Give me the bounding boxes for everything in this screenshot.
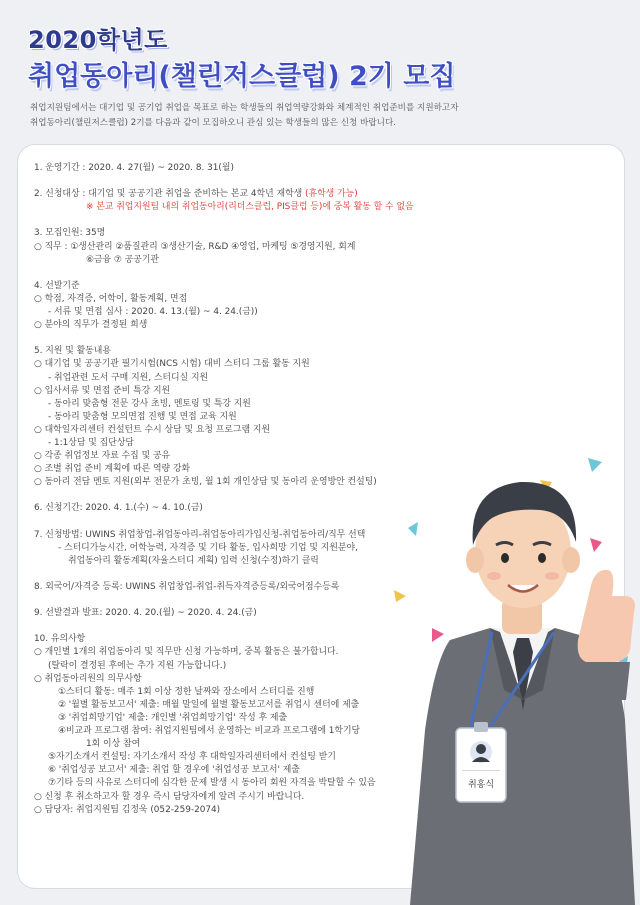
- apply-method-item: 취업동아리 활동계획(자율스터디 계획) 입력 신청(수정)하기 클릭: [68, 555, 319, 566]
- support-item: - 동아리 맞춤형 모의면접 진행 및 면접 교육 지원: [48, 411, 237, 422]
- notes-duty: ⑥ '취업성공 보고서' 제출: 취업 할 경우에 '취업성공 보고서' 제출: [48, 765, 300, 776]
- apply-period-line: 6. 신청기간: 2020. 4. 1.(수) ~ 4. 10.(금): [34, 503, 203, 514]
- confetti-icon: [588, 458, 602, 472]
- notes-duty: ①스터디 활동: 매주 1회 이상 정한 날짜와 장소에서 스터디를 진행: [58, 686, 315, 697]
- criteria-heading: 4. 선발기준: [34, 280, 80, 291]
- confetti-icon: [394, 590, 406, 602]
- eligibility-text: 2. 신청대상 : 대기업 및 공공기관 취업을 준비하는 본교 4학년 재학생: [34, 189, 306, 200]
- support-item: ○ 입사서류 및 면접 준비 특강 지원: [34, 385, 171, 396]
- eligibility-note: ※ 본교 취업지원팀 내의 취업동아리(리더스클럽, PIS클럽 등)에 중복 활동 할 수 없음: [86, 202, 414, 213]
- badge-name: 취홍식: [467, 780, 495, 790]
- apply-method-item: - 스터디가능시간, 어학능력, 자격증 및 기타 활동, 입사희망 기업 및 지원분야,: [58, 542, 358, 553]
- support-item: ○ 대기업 및 공공기관 필기시험(NCS 시험) 대비 스터디 그룹 활동 지원: [34, 359, 310, 370]
- support-item: ○ 조별 취업 준비 계획에 따른 역량 강화: [34, 464, 191, 475]
- notes-item: ○ 신청 후 취소하고자 할 경우 즉시 담당자에게 알려 주시기 바랍니다.: [34, 791, 305, 802]
- notes-item: (탈락이 결정된 후에는 추가 지원 가능합니다.): [48, 660, 227, 671]
- recruit-jobs-1: ○ 직무 : ①생산관리 ②품질관리 ③생산기술, R&D ④영업, 마케팅 ⑤경영지원, 회계: [34, 241, 356, 252]
- intro-text: [30, 101, 620, 131]
- result-announcement-line: 9. 선발결과 발표: 2020. 4. 20.(월) ~ 2020. 4. 24.(금): [34, 608, 257, 619]
- intro-line-1: 취업지원팀에서는 대기업 및 공기업 취업을 목표로 하는 학생들의 취업역량강화와 체계적인 취업준비를 지원하고자: [30, 103, 459, 113]
- support-item: - 동아리 맞춤형 전문 강사 초빙, 멘토링 및 특강 지원: [48, 398, 251, 409]
- notes-duty: ⑤자기소개서 컨설팅: 자기소개서 작성 후 대학일자리센터에서 컨설팅 받기: [48, 752, 336, 763]
- notes-duty: ③ '취업희망기업' 제출: 개인별 '취업희망기업' 작성 후 제출: [58, 712, 288, 723]
- support-item: ○ 대학일자리센터 컨설턴트 수시 상담 및 요청 프로그램 지원: [34, 424, 271, 435]
- criteria-item: ○ 학점, 자격증, 어학이, 활동계획, 면접: [34, 293, 188, 304]
- recruit-heading: 3. 모집인원: 35명: [34, 228, 106, 239]
- criteria-item: ○ 분야의 직무가 결정된 희생: [34, 320, 148, 331]
- criteria-item: - 서류 및 면접 심사 : 2020. 4. 13.(월) ~ 4. 24.(금)): [48, 307, 258, 318]
- notes-item: ○ 개인별 1개의 취업동아리 및 직무만 신청 가능하며, 중복 활동은 불가합니다.: [34, 647, 339, 658]
- contact-line: ○ 담당자: 취업지원팀 김정욱 (052-259-2074): [34, 804, 221, 815]
- support-item: - 취업관련 도서 구매 지원, 스터디실 지원: [48, 372, 209, 383]
- notes-duty: ④비교과 프로그램 참여: 취업지원팀에서 운영하는 비교과 프로그램에 1학기당: [58, 726, 361, 737]
- eligibility-line: [34, 188, 454, 201]
- eligibility-highlight: (휴학생 가능): [305, 189, 358, 200]
- support-item: ○ 각종 취업정보 자료 수집 및 공유: [34, 451, 171, 462]
- notes-duty: ② '월별 활동보고서' 제출: 매월 말일에 월별 활동보고서를 취업시 센터에 제출: [58, 699, 360, 710]
- support-item: - 1:1상담 및 집단상담: [48, 437, 134, 448]
- apply-method-heading: 7. 신청방법: UWINS 취업창업-취업동아리-취업동아리가입신청-취업동아리/직무 선택: [34, 529, 366, 540]
- support-heading: 5. 지원 및 활동내용: [34, 346, 111, 357]
- student-illustration: [380, 400, 640, 905]
- period-line: 1. 운영기간 : 2020. 4. 27(월) ~ 2020. 8. 31(월): [34, 163, 234, 173]
- recruit-jobs-2: ⑥금융 ⑦ 공공기관: [86, 254, 159, 265]
- page-title: 취업동아리(챌린저스클럽) 2기 모집: [28, 61, 456, 92]
- intro-line-2: 취업동아리(챌린저스클럽) 2기를 다음과 같이 모집하오니 관심 있는 학생들의 많은 신청 바랍니다.: [30, 118, 396, 128]
- year-label: 2020학년도: [28, 26, 168, 54]
- notes-duty: 1회 이상 참여: [86, 739, 141, 750]
- confetti-icon: [408, 522, 418, 536]
- language-registration-line: 8. 외국어/자격증 등록: UWINS 취업창업-취업-취득자격증등록/외국어점수등록: [34, 582, 340, 592]
- notes-duty: ⑦기타 등의 사유로 스터디에 심각한 문제 발생 시 동아리 회원 자격을 박탈할 수 있음: [48, 778, 376, 789]
- confetti-icon: [590, 538, 602, 552]
- notes-item: ○ 취업동아리원의 의무사항: [34, 673, 142, 684]
- support-item: ○ 동아리 전담 멘토 지원(외부 전문가 초빙, 월 1회 개인상담 및 동아리 운영방안 컨설팅): [34, 477, 377, 488]
- id-badge: [456, 728, 506, 802]
- notes-heading: 10. 유의사항: [34, 634, 86, 645]
- confetti-icon: [432, 628, 444, 642]
- thumbs-up-icon: [578, 570, 635, 662]
